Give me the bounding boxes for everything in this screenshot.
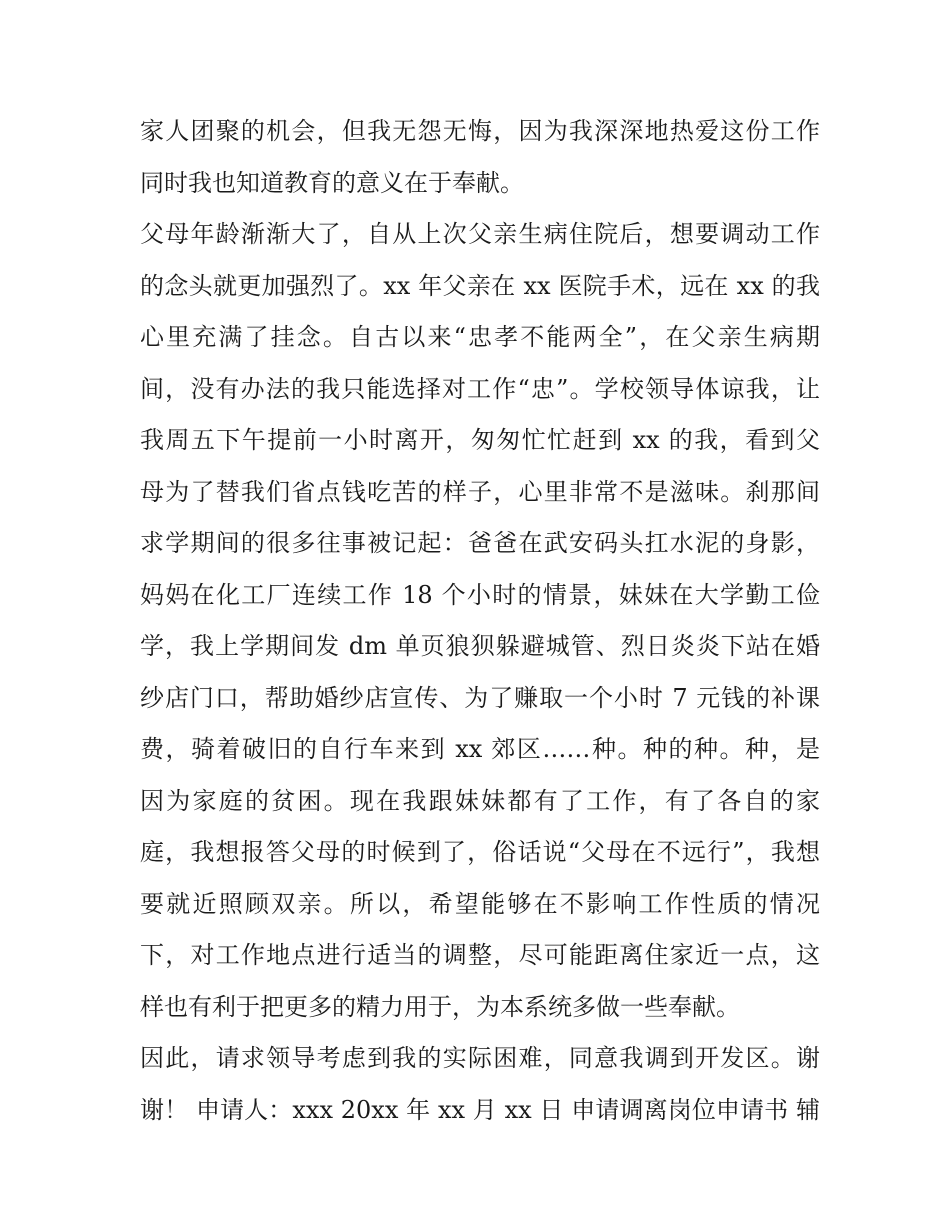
text-line: 求学期间的很多往事被记起：爸爸在武安码头扛水泥的身影， [140,529,820,557]
text-line: 家人团聚的机会，但我无怨无悔，因为我深深地热爱这份工作 [140,117,820,145]
text-line: 父母年龄渐渐大了，自从上次父亲生病住院后，想要调动工作 [140,220,820,248]
text-line: 因此，请求领导考虑到我的实际困难，同意我调到开发区。谢 [140,1044,820,1072]
text-line: 妈妈在化工厂连续工作 18 个小时的情景，妹妹在大学勤工俭 [140,580,820,609]
text-line: 的念头就更加强烈了。xx 年父亲在 xx 医院手术，远在 xx 的我 [140,271,820,300]
text-line: 我周五下午提前一小时离开，匆匆忙忙赶到 xx 的我，看到父 [140,426,820,454]
text-line: 样也有利于把更多的精力用于，为本系统多做一些奉献。 [140,992,740,1021]
document-body [140,106,820,1136]
text-line: 因为家庭的贫困。现在我跟妹妹都有了工作，有了各自的家 [140,786,820,815]
text-line: 下，对工作地点进行适当的调整，尽可能距离住家近一点，这 [140,941,820,969]
text-line: 谢！ 申请人：xxx 20xx 年 xx 月 xx 日 申请调离岗位申请书 辅 [140,1095,820,1124]
text-line: 纱店门口，帮助婚纱店宣传、为了赚取一个小时 7 元钱的补课 [140,683,820,712]
text-line: 间，没有办法的我只能选择对工作“忠”。学校领导体谅我，让 [140,374,820,403]
text-line: 母为了替我们省点钱吃苦的样子，心里非常不是滋味。刹那间 [140,477,820,506]
text-line: 同时我也知道教育的意义在于奉献。 [140,168,524,197]
text-line: 费，骑着破旧的自行车来到 xx 郊区……种。种的种。种，是 [140,735,820,763]
text-line: 要就近照顾双亲。所以，希望能够在不影响工作性质的情况 [140,889,820,918]
text-line: 心里充满了挂念。自古以来“忠孝不能两全”，在父亲生病期 [140,323,820,351]
text-line: 庭，我想报答父母的时候到了，俗话说“父母在不远行”，我想 [140,838,820,866]
text-line: 学，我上学期间发 dm 单页狼狈躲避城管、烈日炎炎下站在婚 [140,632,820,660]
